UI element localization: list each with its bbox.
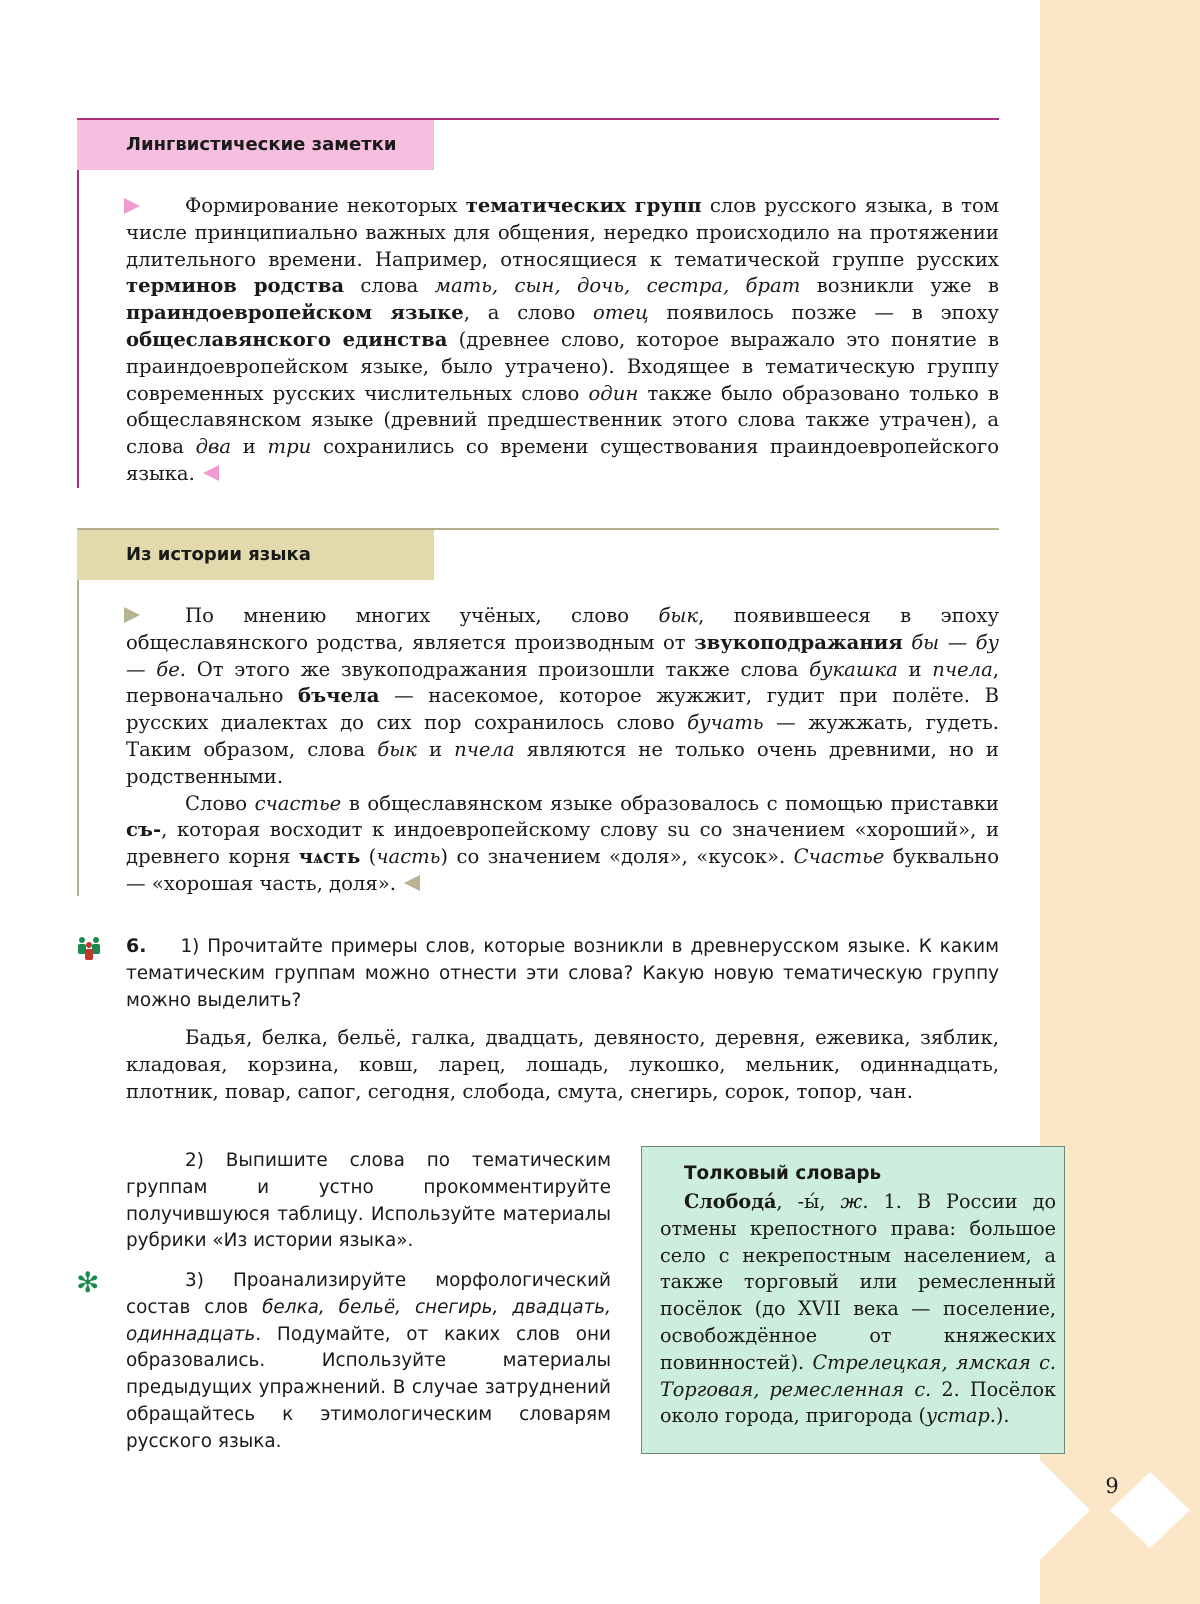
language-history-title: Из истории языка <box>126 544 311 565</box>
box-left-rule <box>77 118 79 488</box>
exercise-task-3: 3) Проанализируйте морфологический состав слов белка, бельё, снегирь, двадцать, одиннадцать. Подумайте, от каких слов они образовались. Используйте материалы предыдущих упражнений. В случае затруднений обращайтесь к этимологическим словарям русского языка. <box>126 1270 611 1452</box>
dictionary-entry: Слобода́, -ы́, ж. 1. В России до отмены крепостного права: большое село с некрепостным населением, а также торговый или ремесленный посёлок (до XVII века — поселение, освобождённое от княжеских повинностей). Стрелецкая, ямская с. Торговая, ремесленная с. 2. Посёлок около города, пригорода (устар.). <box>660 1190 1057 1428</box>
linguistic-notes-title: Лингвистические заметки <box>126 134 397 155</box>
group-work-icon <box>76 936 102 965</box>
linguistic-notes-text: Формирование некоторых тематических групп слов русского языка, в том числе принципиально важных для общения, нередко происходило на протяжении длительного времени. Например, относящиеся к тематической группе русских терминов родства слова мать, сын, дочь, сестра, брат возникли уже в праиндоевропейском языке, а слово отец появилось позже — в эпоху общеславянского единства (древнее слово, которое выражало это понятие в праиндоевропейском языке, было утрачено). Входящее в тематическую группу современных русских числительных слово один также было образовано только в общеславянском языке (древний предшественник этого слова также утрачен), а слова два и три сохранились со времени существования праиндоевропейского языка. <box>126 194 999 485</box>
language-history-text: По мнению многих учёных, слово бык, появившееся в эпоху общеславянского родства, является производным от звукоподражания бы — бу — бе. От этого же звукоподражания произошли также слова букашка и пчела, первоначально бъчела — насекомое, которое жужжит, гудит при полёте. В русских диалектах до сих пор сохранилось слово бучать — жужжать, гудеть. Таким образом, слова бык и пчела являются не только очень древними, но и родственными. Слово счастье в общеславянском языке образовалось с помощью приставки съ-, которая восходит к индоевропейскому слову su со значением «хороший», и древнего корня чѧсть (часть) со значением «доля», «кусок». Счастье буквально — «хорошая часть, доля». <box>126 604 1000 895</box>
exercise-task-2: 2) Выпишите слова по тематическим группам и устно прокомментируйте получившуюся таблицу. Используйте материалы рубрики «Из истории языка». <box>126 1150 611 1252</box>
linguistic-notes-tab <box>77 120 434 170</box>
language-history-tab <box>77 530 434 580</box>
exercise-task-1: 6. 1) Прочитайте примеры слов, которые возникли в древнерусском языке. К каким тематическим группам можно отнести эти слова? Какую новую тематическую группу можно выделить? <box>126 935 999 1011</box>
asterisk-icon: ✻ <box>76 1266 100 1299</box>
exercise-word-list: Бадья, белка, бельё, галка, двадцать, девяносто, деревня, ежевика, зяблик, кладовая, корзина, ковш, ларец, лошадь, лукошко, мельник, одиннадцать, плотник, повар, сапог, сегодня, слобода, смута, снегирь, сорок, топор, чан. <box>126 1026 999 1103</box>
dictionary-title: Толковый словарь <box>684 1163 882 1184</box>
dictionary-box <box>641 1146 1065 1454</box>
exercise-number: 6. <box>126 935 147 957</box>
end-marker-icon <box>203 465 219 481</box>
box-left-rule <box>77 528 79 896</box>
page-number: 9 <box>1105 1474 1119 1498</box>
end-marker-icon <box>404 875 420 891</box>
